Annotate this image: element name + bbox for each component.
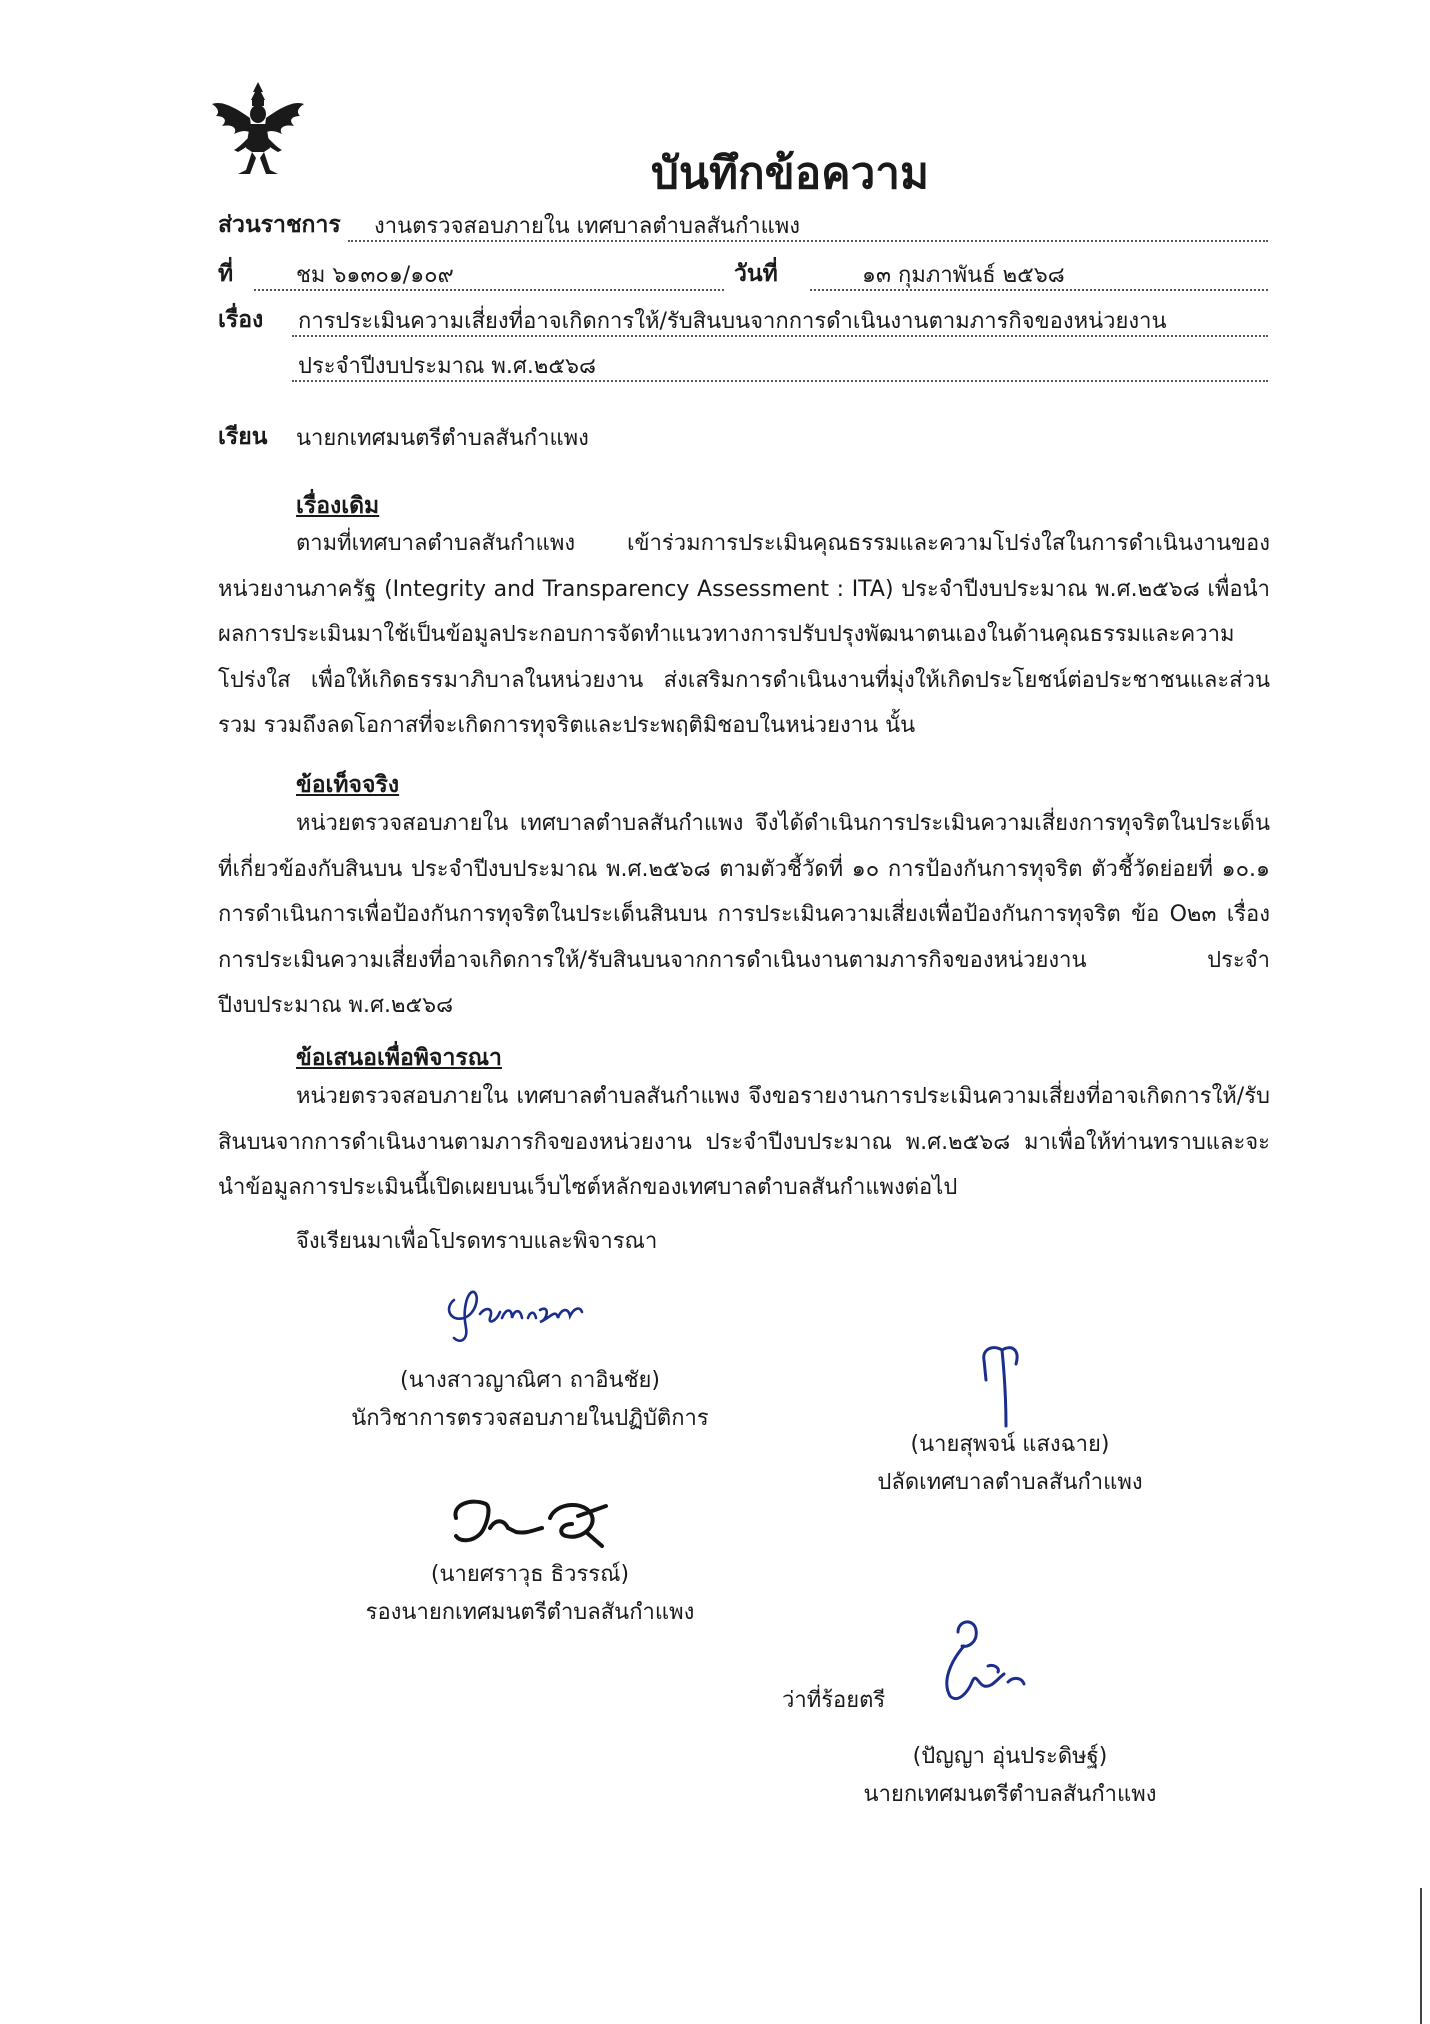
agency-value: งานตรวจสอบภายใน เทศบาลตำบลสันกำแพง xyxy=(374,214,801,239)
to-value: นายกเทศมนตรีตำบลสันกำแพง xyxy=(296,426,589,451)
signatory-4-name: (ปัญญา อุ่นประดิษฐ์) xyxy=(912,1744,1108,1769)
signatory-3-name: (นายศราวุธ ธิวรรณ์) xyxy=(430,1562,630,1587)
signatory-1-name: (นางสาวญาณิศา ถาอินชัย) xyxy=(399,1368,660,1393)
section-body-proposal xyxy=(218,1074,1270,1211)
agency-label: ส่วนราชการ xyxy=(218,212,341,238)
date-value: ๑๓ กุมภาพันธ์ ๒๕๖๘ xyxy=(862,263,1065,288)
signature-1-image xyxy=(440,1278,600,1348)
ref-label: ที่ xyxy=(218,261,234,287)
signatory-2-name: (นายสุพจน์ แสงฉาย) xyxy=(910,1432,1110,1457)
signature-2-image xyxy=(972,1330,1032,1430)
date-dotline xyxy=(810,289,1268,291)
scan-edge-line xyxy=(1420,1888,1422,2024)
section-title-facts: ข้อเท็จจริง xyxy=(296,772,400,798)
closing-text: จึงเรียนมาเพื่อโปรดทราบและพิจารณา xyxy=(296,1229,658,1254)
section-body-background-text: ตามที่เทศบาลตำบลสันกำแพง เข้าร่วมการประเมินคุณธรรมและความโปร่งใสในการดำเนินงานของหน่วยงานภาครัฐ (Integrity and Transparency Assessment : ITA) ประจำปีงบประมาณ พ.ศ.๒๕๖๘ เพื่อนำผลการประเมินมาใช้เป็นข้อมูลประกอบการจัดทำแนวทางการปรับปรุงพัฒนาตนเองในด้านคุณธรรมและความโปร่งใส เพื่อให้เกิดธรรมาภิบาลในหน่วยงาน ส่งเสริมการดำเนินงานที่มุ่งให้เกิดประโยชน์ต่อประชาชนและส่วนรวม รวมถึงลดโอกาสที่จะเกิดการทุจริตและประพฤติมิชอบในหน่วยงาน นั้น xyxy=(218,531,1270,738)
section-body-facts xyxy=(218,801,1270,1029)
memo-title: บันทึกข้อความ xyxy=(650,148,929,199)
section-title-proposal: ข้อเสนอเพื่อพิจารณา xyxy=(296,1045,502,1071)
ref-value: ชม ๖๑๓๐๑/๑๐๙ xyxy=(296,263,454,288)
signatory-1-position: นักวิชาการตรวจสอบภายในปฏิบัติการ xyxy=(351,1406,709,1431)
signatory-4-position: นายกเทศมนตรีตำบลสันกำแพง xyxy=(863,1782,1157,1807)
date-label: วันที่ xyxy=(734,261,778,287)
subject-dotline-1 xyxy=(292,335,1268,337)
subject-line-2: ประจำปีงบประมาณ พ.ศ.๒๕๖๘ xyxy=(298,354,596,379)
signatory-1 xyxy=(330,1362,730,1438)
agency-dotline xyxy=(348,240,1268,242)
signatory-3 xyxy=(330,1556,730,1632)
signatory-4-rank: ว่าที่ร้อยตรี xyxy=(782,1688,886,1713)
section-body-background xyxy=(218,521,1270,749)
signature-3-image xyxy=(446,1488,646,1562)
subject-label: เรื่อง xyxy=(218,307,264,333)
section-body-proposal-text: หน่วยตรวจสอบภายใน เทศบาลตำบลสันกำแพง จึงขอรายงานการประเมินความเสี่ยงที่อาจเกิดการให้/รับสินบนจากการดำเนินงานตามภารกิจของหน่วยงาน ประจำปีงบประมาณ พ.ศ.๒๕๖๘ มาเพื่อให้ท่านทราบและจะนำข้อมูลการประเมินนี้เปิดเผยบนเว็บไซต์หลักของเทศบาลตำบลสันกำแพงต่อไป xyxy=(218,1084,1270,1200)
subject-line-1: การประเมินความเสี่ยงที่อาจเกิดการให้/รับสินบนจากการดำเนินงานตามภารกิจของหน่วยงาน xyxy=(298,309,1167,334)
signatory-2-position: ปลัดเทศบาลตำบลสันกำแพง xyxy=(877,1470,1143,1495)
signatory-3-position: รองนายกเทศมนตรีตำบลสันกำแพง xyxy=(365,1600,695,1625)
section-body-facts-text: หน่วยตรวจสอบภายใน เทศบาลตำบลสันกำแพง จึงได้ดำเนินการประเมินความเสี่ยงการทุจริตในประเด็นที่เกี่ยวข้องกับสินบน ประจำปีงบประมาณ พ.ศ.๒๕๖๘ ตามตัวชี้วัดที่ ๑๐ การป้องกันการทุจริต ตัวชี้วัดย่อยที่ ๑๐.๑ การดำเนินการเพื่อป้องกันการทุจริตในประเด็นสินบน การประเมินความเสี่ยงเพื่อป้องกันการทุจริต ข้อ O๒๓ เรื่อง การประเมินความเสี่ยงที่อาจเกิดการให้/รับสินบนจากการดำเนินงานตามภารกิจของหน่วยงาน ประจำปีงบประมาณ พ.ศ.๒๕๖๘ xyxy=(218,811,1270,1018)
to-label: เรียน xyxy=(218,424,268,450)
ref-dotline xyxy=(254,289,724,291)
signature-4-image xyxy=(928,1612,1038,1712)
section-title-background: เรื่องเดิม xyxy=(296,493,380,519)
subject-dotline-2 xyxy=(292,380,1268,382)
signatory-4 xyxy=(810,1738,1210,1814)
signatory-2 xyxy=(810,1426,1210,1502)
